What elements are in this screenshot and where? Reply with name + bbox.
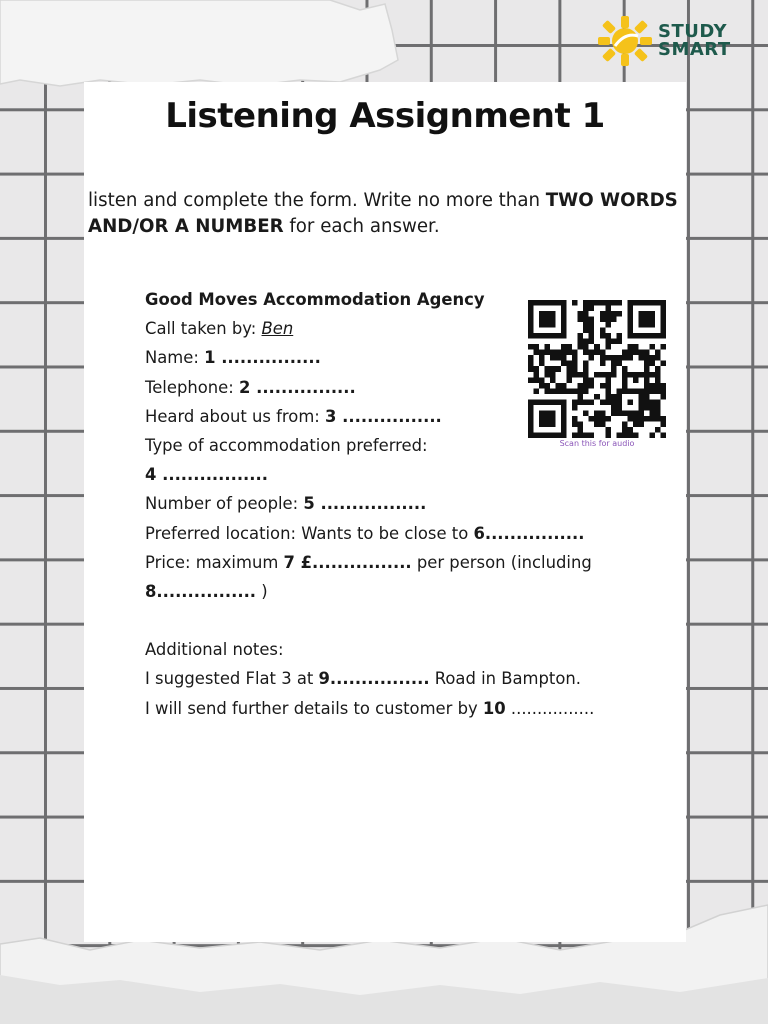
qr-module: [649, 405, 655, 411]
qr-module: [600, 410, 606, 416]
qr-module: [572, 388, 578, 394]
qr-module: [561, 383, 567, 389]
qr-module: [616, 432, 622, 438]
qr-module: [589, 317, 595, 323]
qr-module: [611, 405, 617, 411]
qr-module: [589, 383, 595, 389]
qr-module: [655, 350, 661, 356]
qr-module: [545, 344, 551, 350]
qr-module: [655, 383, 661, 389]
qr-module: [660, 416, 666, 422]
worksheet-page: [84, 82, 686, 942]
suggested-after: Road in Bampton.: [429, 669, 581, 689]
qr-module: [572, 300, 578, 306]
instructions: [88, 188, 686, 240]
agency-name: Good Moves Accommodation Agency: [145, 290, 485, 309]
suggested-row: [145, 664, 625, 693]
page-title: Listening Assignment 1: [165, 96, 605, 136]
qr-module: [539, 350, 545, 356]
qr-module: [627, 344, 633, 350]
qr-caption: Scan this for audio: [559, 439, 635, 448]
qr-module: [572, 372, 578, 378]
qr-module: [655, 416, 661, 422]
call-taken-value: Ben: [261, 319, 294, 339]
answer-number-10: 10: [482, 698, 506, 718]
price-row: [145, 548, 625, 577]
qr-module: [600, 317, 606, 323]
qr-module: [583, 311, 589, 317]
qr-module: [611, 317, 617, 323]
qr-module: [594, 350, 600, 356]
qr-module: [594, 372, 600, 378]
qr-module: [605, 317, 611, 323]
qr-module: [605, 300, 611, 306]
answer-blank-8: 8................: [145, 581, 257, 601]
qr-module: [578, 388, 584, 394]
qr-module: [622, 383, 628, 389]
qr-module: [660, 361, 666, 367]
qr-module: [616, 355, 622, 361]
qr-module: [567, 344, 573, 350]
qr-module: [550, 372, 556, 378]
qr-module: [605, 355, 611, 361]
price-after: per person (including: [411, 552, 592, 572]
answer-blank-3: 3 ................: [325, 406, 442, 426]
instructions-text: listen and complete the form. Write no more than: [88, 190, 546, 211]
qr-module: [550, 355, 556, 361]
qr-module: [644, 377, 650, 383]
send-row: [145, 694, 625, 723]
qr-module: [611, 366, 617, 372]
qr-module: [589, 333, 595, 339]
suggested-before: I suggested Flat 3 at: [145, 669, 319, 689]
qr-module: [528, 377, 534, 383]
answer-blank-2: 2 ................: [238, 377, 356, 397]
answer-blank-1: 1 ................: [204, 348, 321, 368]
telephone-label: Telephone:: [145, 377, 239, 397]
qr-module: [611, 410, 617, 416]
qr-module: [528, 355, 534, 361]
qr-module: [583, 372, 589, 378]
qr-module: [578, 339, 584, 345]
qr-module: [600, 372, 606, 378]
qr-module: [611, 399, 617, 405]
qr-module: [583, 350, 589, 356]
qr-module: [583, 383, 589, 389]
qr-module: [655, 366, 661, 372]
qr-module: [655, 405, 661, 411]
qr-module: [556, 388, 562, 394]
call-taken-label: Call taken by:: [145, 319, 262, 339]
qr-module: [660, 394, 666, 400]
qr-module: [627, 427, 633, 433]
qr-module: [589, 339, 595, 345]
qr-module: [644, 361, 650, 367]
qr-module: [528, 361, 534, 367]
accommodation-label: Type of accommodation preferred:: [145, 435, 428, 455]
qr-module: [616, 361, 622, 367]
qr-module: [616, 333, 622, 339]
qr-module: [534, 344, 540, 350]
answer-blank-4: 4 .................: [145, 465, 268, 485]
qr-module: [605, 388, 611, 394]
qr-module: [655, 372, 661, 378]
qr-module: [605, 416, 611, 422]
qr-module: [567, 377, 573, 383]
qr-module: [528, 344, 534, 350]
qr-module: [638, 355, 644, 361]
qr-module: [655, 355, 661, 361]
qr-module: [539, 361, 545, 367]
qr-module: [534, 377, 540, 383]
answer-blank-7: 7 £................: [283, 552, 412, 572]
qr-module: [594, 416, 600, 422]
qr-module: [583, 377, 589, 383]
qr-module: [556, 355, 562, 361]
qr-module: [611, 355, 617, 361]
qr-code[interactable]: [528, 300, 666, 438]
qr-module: [649, 399, 655, 405]
qr-module: [605, 322, 611, 328]
qr-module: [627, 350, 633, 356]
qr-module: [655, 427, 661, 433]
qr-module: [638, 372, 644, 378]
qr-module: [649, 344, 655, 350]
qr-module: [539, 311, 556, 328]
qr-module: [660, 344, 666, 350]
qr-module: [611, 394, 617, 400]
qr-module: [534, 388, 540, 394]
qr-module: [572, 432, 578, 438]
qr-module: [622, 421, 628, 427]
qr-module: [616, 311, 622, 317]
qr-module: [611, 311, 617, 317]
qr-module: [605, 399, 611, 405]
qr-module: [655, 388, 661, 394]
qr-module: [550, 388, 556, 394]
qr-module: [655, 410, 661, 416]
qr-module: [600, 333, 606, 339]
qr-module: [600, 328, 606, 334]
qr-module: [567, 361, 573, 367]
qr-module: [578, 333, 584, 339]
qr-module: [660, 388, 666, 394]
qr-module: [649, 372, 655, 378]
name-label: Name:: [145, 348, 205, 368]
qr-module: [539, 377, 545, 383]
qr-module: [589, 328, 595, 334]
qr-module: [611, 372, 617, 378]
qr-module: [561, 355, 567, 361]
qr-module: [578, 372, 584, 378]
qr-module: [539, 383, 545, 389]
qr-module: [561, 350, 567, 356]
qr-module: [622, 355, 628, 361]
qr-module: [627, 432, 633, 438]
qr-module: [633, 344, 639, 350]
qr-module: [572, 421, 578, 427]
qr-module: [578, 427, 584, 433]
qr-module: [627, 355, 633, 361]
qr-module: [545, 350, 551, 356]
qr-module: [649, 383, 655, 389]
qr-module: [539, 355, 545, 361]
qr-module: [638, 416, 644, 422]
qr-module: [583, 300, 589, 306]
qr-module: [627, 372, 633, 378]
qr-module: [578, 399, 584, 405]
qr-module: [545, 383, 551, 389]
qr-module: [578, 394, 584, 400]
answer-blank-10: ................: [505, 698, 595, 718]
qr-module: [649, 410, 655, 416]
qr-module: [600, 399, 606, 405]
qr-module: [572, 399, 578, 405]
qr-module: [589, 300, 595, 306]
qr-module: [600, 355, 606, 361]
qr-module: [545, 366, 551, 372]
qr-module: [556, 366, 562, 372]
qr-module: [611, 361, 617, 367]
qr-module: [649, 361, 655, 367]
qr-module: [561, 361, 567, 367]
qr-module: [600, 421, 606, 427]
qr-module: [622, 377, 628, 383]
qr-module: [539, 410, 556, 427]
qr-module: [644, 394, 650, 400]
instructions-emphasis: TWO WORDS AND/OR A NUMBER: [88, 190, 678, 237]
notes-heading: Additional notes:: [145, 640, 284, 660]
people-label: Number of people:: [145, 494, 304, 514]
qr-module: [534, 350, 540, 356]
qr-module: [622, 366, 628, 372]
qr-module: [622, 350, 628, 356]
spacer: [145, 606, 625, 635]
qr-module: [660, 421, 666, 427]
qr-module: [655, 377, 661, 383]
qr-module: [594, 421, 600, 427]
qr-module: [616, 339, 622, 345]
qr-module: [567, 388, 573, 394]
qr-module: [583, 410, 589, 416]
qr-module: [583, 388, 589, 394]
qr-module: [594, 394, 600, 400]
qr-module: [594, 300, 600, 306]
qr-module: [561, 388, 567, 394]
qr-module: [578, 317, 584, 323]
qr-module: [589, 306, 595, 312]
qr-module: [534, 372, 540, 378]
qr-module: [649, 355, 655, 361]
qr-module: [644, 366, 650, 372]
qr-module: [633, 372, 639, 378]
qr-module: [649, 416, 655, 422]
qr-module: [605, 427, 611, 433]
qr-module: [633, 350, 639, 356]
qr-module: [660, 383, 666, 389]
including-close: ): [256, 581, 268, 601]
qr-module: [550, 366, 556, 372]
qr-module: [572, 361, 578, 367]
qr-module: [594, 410, 600, 416]
qr-module: [655, 399, 661, 405]
qr-module: [611, 339, 617, 345]
qr-module: [605, 383, 611, 389]
qr-module: [534, 366, 540, 372]
qr-module: [583, 306, 589, 312]
studysmart-logo: [598, 16, 758, 66]
qr-module: [556, 383, 562, 389]
qr-module: [622, 432, 628, 438]
qr-module: [578, 383, 584, 389]
qr-module: [589, 355, 595, 361]
qr-module: [589, 432, 595, 438]
qr-module: [644, 355, 650, 361]
qr-module: [600, 350, 606, 356]
qr-module: [605, 377, 611, 383]
qr-module: [583, 399, 589, 405]
instructions-text-end: for each answer.: [283, 216, 440, 237]
qr-module: [583, 366, 589, 372]
qr-module: [605, 333, 611, 339]
people-row: [145, 489, 625, 518]
qr-module: [644, 405, 650, 411]
qr-module: [627, 416, 633, 422]
qr-module: [605, 372, 611, 378]
qr-module: [644, 350, 650, 356]
qr-module: [600, 416, 606, 422]
qr-module: [644, 399, 650, 405]
qr-module: [605, 344, 611, 350]
brand-line1: STUDY: [658, 21, 728, 42]
qr-module: [545, 388, 551, 394]
qr-module: [583, 344, 589, 350]
price-label: Price: maximum: [145, 552, 284, 572]
qr-module: [627, 399, 633, 405]
qr-module: [583, 328, 589, 334]
qr-module: [528, 366, 534, 372]
qr-module: [605, 311, 611, 317]
qr-module: [589, 350, 595, 356]
qr-module: [583, 339, 589, 345]
qr-module: [633, 377, 639, 383]
answer-blank-9: 9................: [318, 669, 430, 689]
qr-module: [583, 432, 589, 438]
qr-module: [644, 383, 650, 389]
qr-module: [605, 339, 611, 345]
accommodation-row: [145, 460, 625, 489]
qr-module: [572, 405, 578, 411]
qr-module: [611, 300, 617, 306]
location-row: [145, 519, 625, 548]
heard-label: Heard about us from:: [145, 406, 326, 426]
qr-module: [572, 366, 578, 372]
qr-module: [605, 432, 611, 438]
qr-module: [644, 372, 650, 378]
including-row: [145, 577, 625, 606]
qr-module: [578, 432, 584, 438]
qr-module: [605, 306, 611, 312]
qr-module: [644, 416, 650, 422]
qr-module: [605, 394, 611, 400]
qr-module: [550, 350, 556, 356]
qr-module: [583, 361, 589, 367]
qr-module: [589, 399, 595, 405]
brand-line2: SMART: [658, 39, 731, 60]
qr-module: [583, 322, 589, 328]
qr-module: [638, 421, 644, 427]
qr-module: [600, 300, 606, 306]
answer-blank-5: 5 .................: [303, 494, 427, 514]
qr-module: [578, 344, 584, 350]
qr-module: [600, 383, 606, 389]
brand-name: [658, 23, 731, 59]
qr-module: [633, 421, 639, 427]
qr-module: [594, 344, 600, 350]
qr-module: [660, 432, 666, 438]
qr-module: [556, 350, 562, 356]
qr-module: [589, 416, 595, 422]
qr-module: [616, 300, 622, 306]
qr-module: [600, 311, 606, 317]
qr-module: [589, 377, 595, 383]
qr-module: [633, 416, 639, 422]
qr-module: [622, 427, 628, 433]
qr-module: [561, 344, 567, 350]
qr-module: [649, 432, 655, 438]
qr-module: [600, 361, 606, 367]
qr-module: [649, 388, 655, 394]
qr-module: [572, 350, 578, 356]
qr-module: [644, 388, 650, 394]
qr-module: [567, 372, 573, 378]
sun-icon: [598, 16, 652, 66]
answer-blank-6: 6................: [473, 523, 585, 543]
location-label: Preferred location: Wants to be close to: [145, 523, 474, 543]
qr-module: [567, 366, 573, 372]
qr-module: [572, 416, 578, 422]
qr-module: [638, 350, 644, 356]
qr-module: [638, 311, 655, 328]
qr-module: [633, 432, 639, 438]
send-before: I will send further details to customer by: [145, 698, 483, 718]
qr-module: [550, 377, 556, 383]
qr-module: [567, 350, 573, 356]
qr-module: [583, 317, 589, 323]
qr-module: [622, 372, 628, 378]
qr-module: [578, 311, 584, 317]
qr-module: [589, 322, 595, 328]
qr-module: [545, 372, 551, 378]
qr-module: [578, 421, 584, 427]
qr-module: [572, 355, 578, 361]
